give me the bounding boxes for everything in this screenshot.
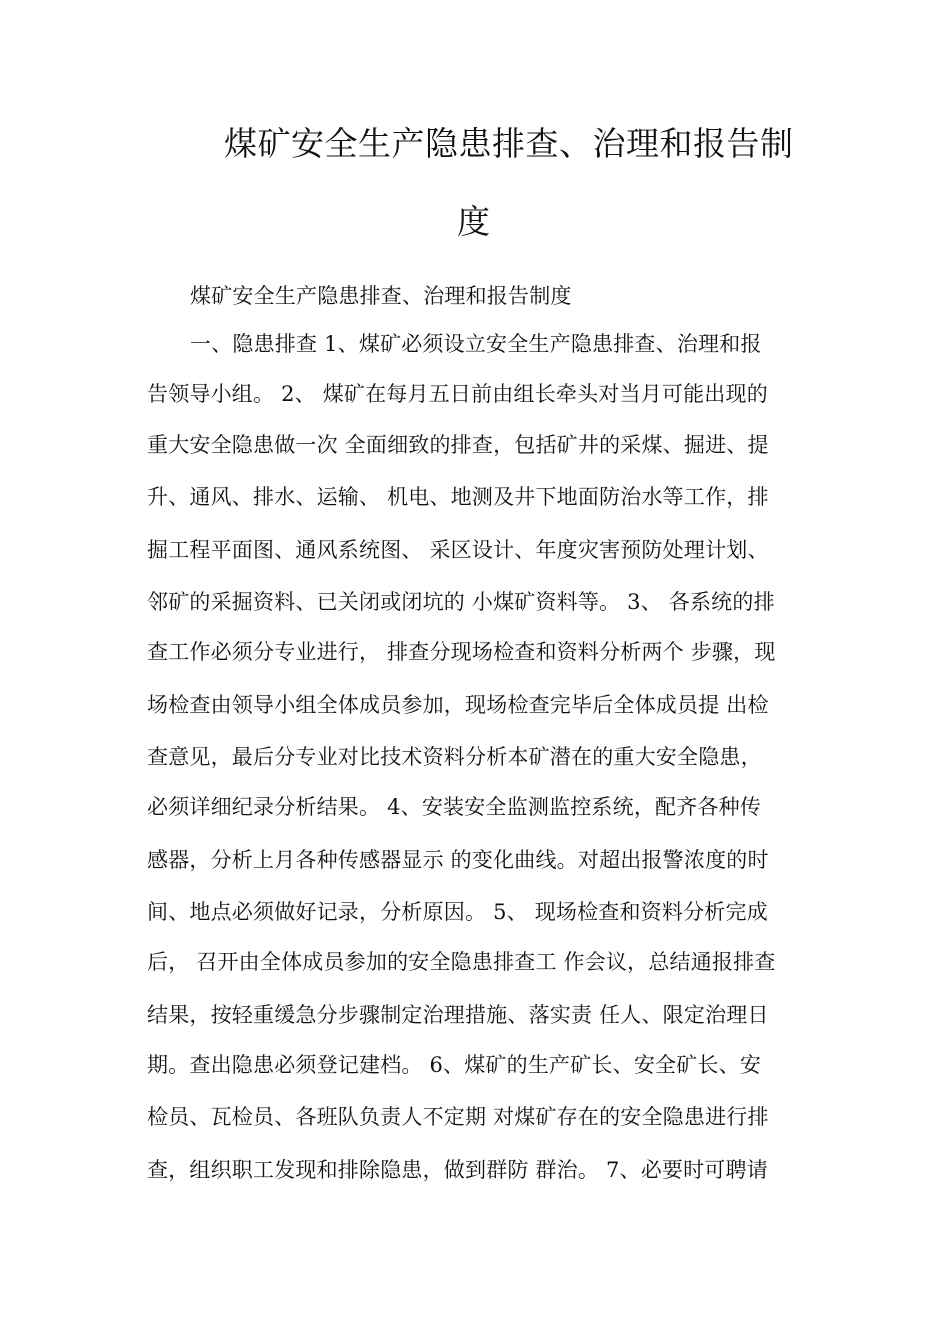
body-line: 后， 召开由全体成员参加的安全隐患排查工 作会议，总结通报排查 — [147, 950, 776, 974]
body-line: 间、地点必须做好记录，分析原因。 5、 现场检查和资料分析完成 — [147, 900, 768, 924]
body-line: 查，组织职工发现和排除隐患，做到群防 群治。 7、必要时可聘请 — [147, 1158, 768, 1182]
body-line: 期。查出隐患必须登记建档。 6、煤矿的生产矿长、安全矿长、安 — [147, 1053, 762, 1077]
body-line: 结果，按轻重缓急分步骤制定治理措施、落实责 任人、限定治理日 — [147, 1003, 769, 1027]
document-title-line-2: 度 — [457, 202, 491, 241]
body-line: 必须详细纪录分析结果。 4、安装安全监测监控系统，配齐各种传 — [147, 795, 762, 819]
document-subtitle: 煤矿安全生产隐患排查、治理和报告制度 — [190, 284, 572, 308]
body-line: 检员、瓦检员、各班队负责人不定期 对煤矿存在的安全隐患进行排 — [147, 1105, 769, 1129]
body-line: 重大安全隐患做一次 全面细致的排查，包括矿井的采煤、掘进、提 — [147, 433, 769, 457]
body-line: 查意见，最后分专业对比技术资料分析本矿潜在的重大安全隐患， — [147, 745, 762, 769]
body-line: 掘工程平面图、通风系统图、 采区设计、年度灾害预防处理计划、 — [147, 538, 769, 562]
body-line: 查工作必须分专业进行， 排查分现场检查和资料分析两个 步骤，现 — [147, 640, 776, 664]
body-line: 感器，分析上月各种传感器显示 的变化曲线。对超出报警浓度的时 — [147, 848, 769, 872]
body-line: 邻矿的采掘资料、已关闭或闭坑的 小煤矿资料等。 3、 各系统的排 — [147, 590, 775, 614]
body-line: 告领导小组。 2、 煤矿在每月五日前由组长牵头对当月可能出现的 — [147, 382, 768, 406]
body-line: 一、隐患排查 1、煤矿必须设立安全生产隐患排查、治理和报 — [190, 332, 762, 356]
document-title-line-1: 煤矿安全生产隐患排查、治理和报告制 — [224, 124, 794, 163]
body-line: 升、通风、排水、运输、 机电、地测及井下地面防治水等工作，排 — [147, 485, 769, 509]
body-line: 场检查由领导小组全体成员参加，现场检查完毕后全体成员提 出检 — [147, 693, 769, 717]
